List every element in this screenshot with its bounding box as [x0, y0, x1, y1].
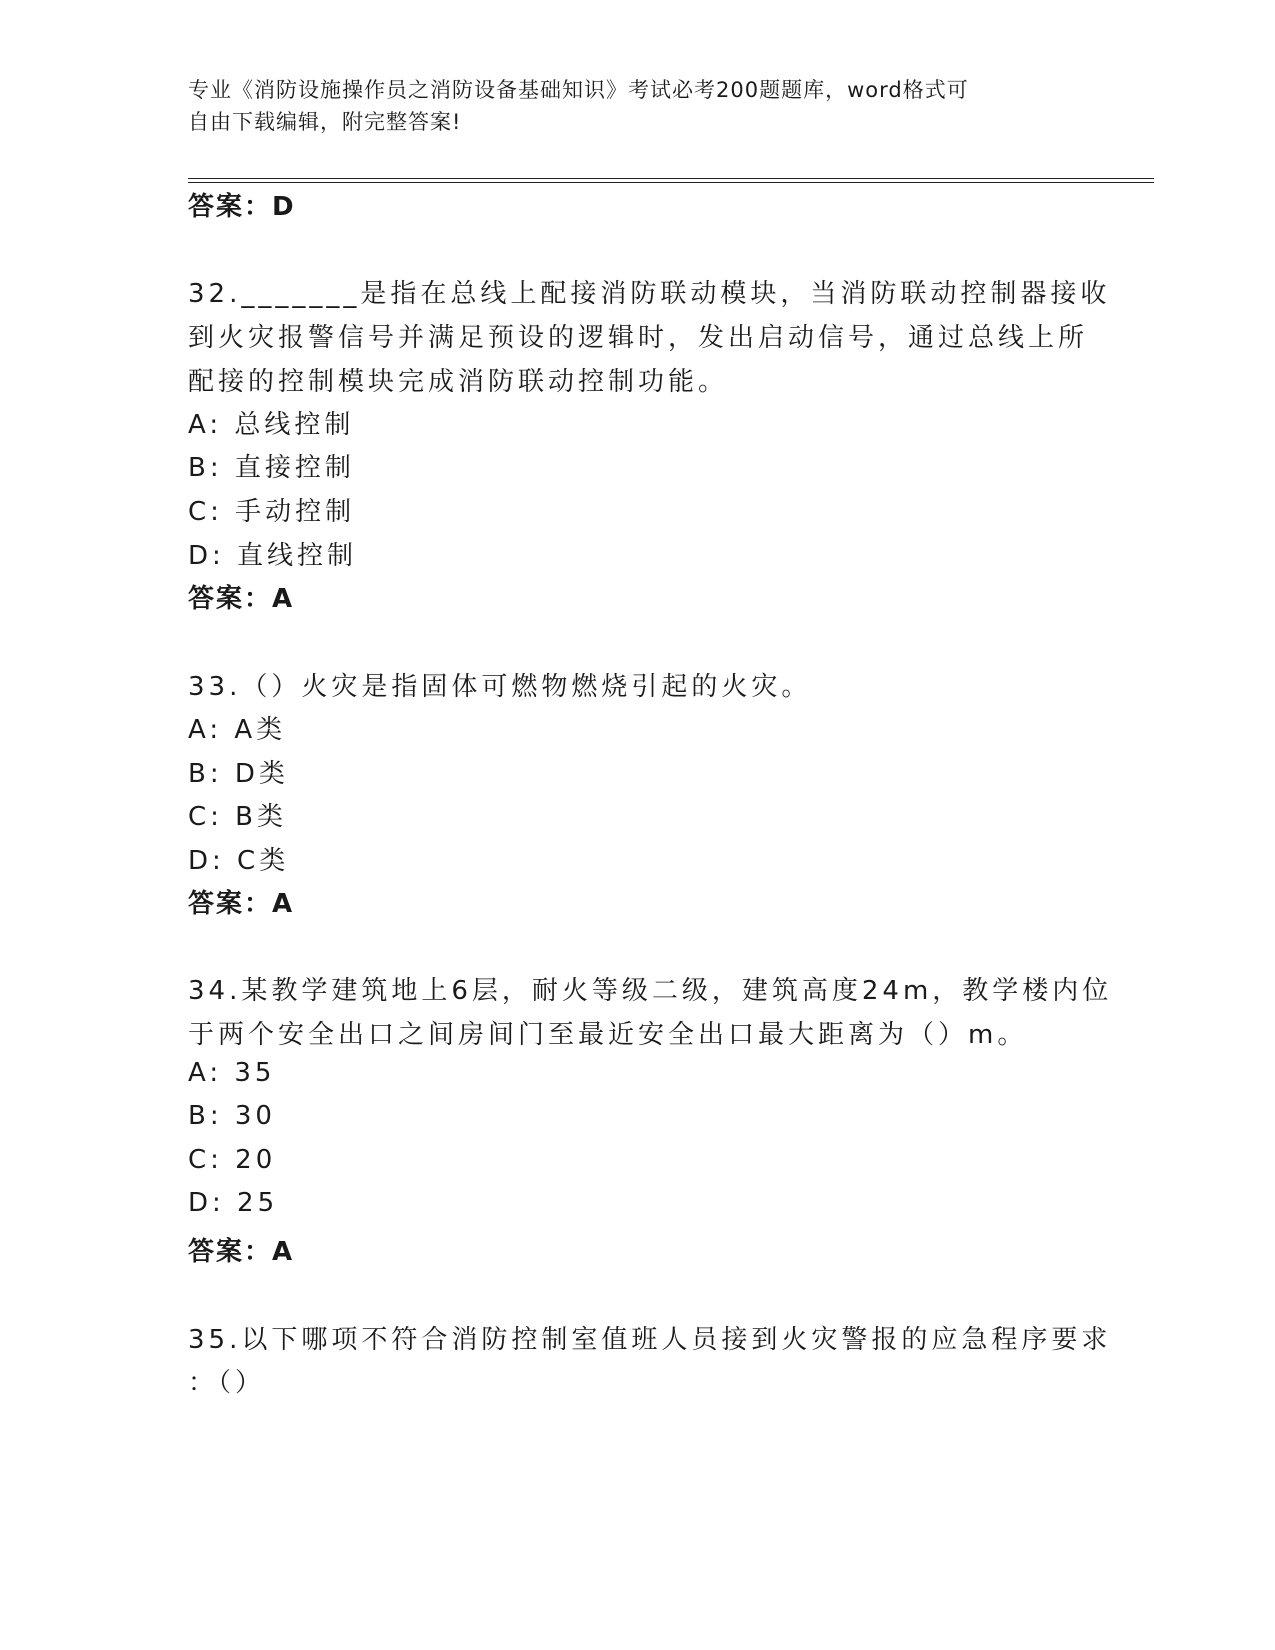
- answer-line: 答案：A: [188, 889, 295, 919]
- header-divider-bottom: [188, 182, 1154, 183]
- option-d: D: 25: [188, 1188, 279, 1218]
- question-text-line: 32._______是指在总线上配接消防联动模块，当消防联动控制器接收: [188, 279, 1111, 309]
- option-c: C: 20: [188, 1145, 277, 1175]
- option-a: A: 总线控制: [188, 410, 355, 440]
- answer-line: 答案：A: [188, 584, 295, 614]
- question-text-line: 35.以下哪项不符合消防控制室值班人员接到火灾警报的应急程序要求: [188, 1325, 1112, 1355]
- header-divider-top: [188, 178, 1154, 179]
- option-a: A: A类: [188, 715, 287, 745]
- option-d: D: 直线控制: [188, 541, 358, 571]
- header-line-1: 专业《消防设施操作员之消防设备基础知识》考试必考200题题库，word格式可: [188, 78, 969, 102]
- question-text-line: 33.（）火灾是指固体可燃物燃烧引起的火灾。: [188, 672, 812, 702]
- document-header: [188, 74, 1088, 138]
- option-c: C: 手动控制: [188, 497, 356, 527]
- option-c: C: B类: [188, 802, 288, 832]
- question-text-line: ：（）: [188, 1368, 266, 1398]
- question-text-line: 于两个安全出口之间房间门至最近安全出口最大距离为（）m。: [188, 1020, 1028, 1050]
- question-text-line: 配接的控制模块完成消防联动控制功能。: [188, 367, 729, 397]
- answer-line: 答案：A: [188, 1237, 295, 1267]
- header-line-2: 自由下载编辑，附完整答案!: [188, 110, 462, 134]
- question-text-line: 34.某教学建筑地上6层，耐火等级二级，建筑高度24m，教学楼内位: [188, 976, 1113, 1006]
- option-b: B: 30: [188, 1101, 276, 1131]
- option-b: B: D类: [188, 759, 289, 789]
- question-text-line: 到火灾报警信号并满足预设的逻辑时，发出启动信号，通过总线上所: [188, 323, 1089, 353]
- answer-line: 答案：D: [188, 192, 296, 222]
- option-b: B: 直接控制: [188, 453, 355, 483]
- option-a: A: 35: [188, 1058, 276, 1088]
- option-d: D: C类: [188, 846, 290, 876]
